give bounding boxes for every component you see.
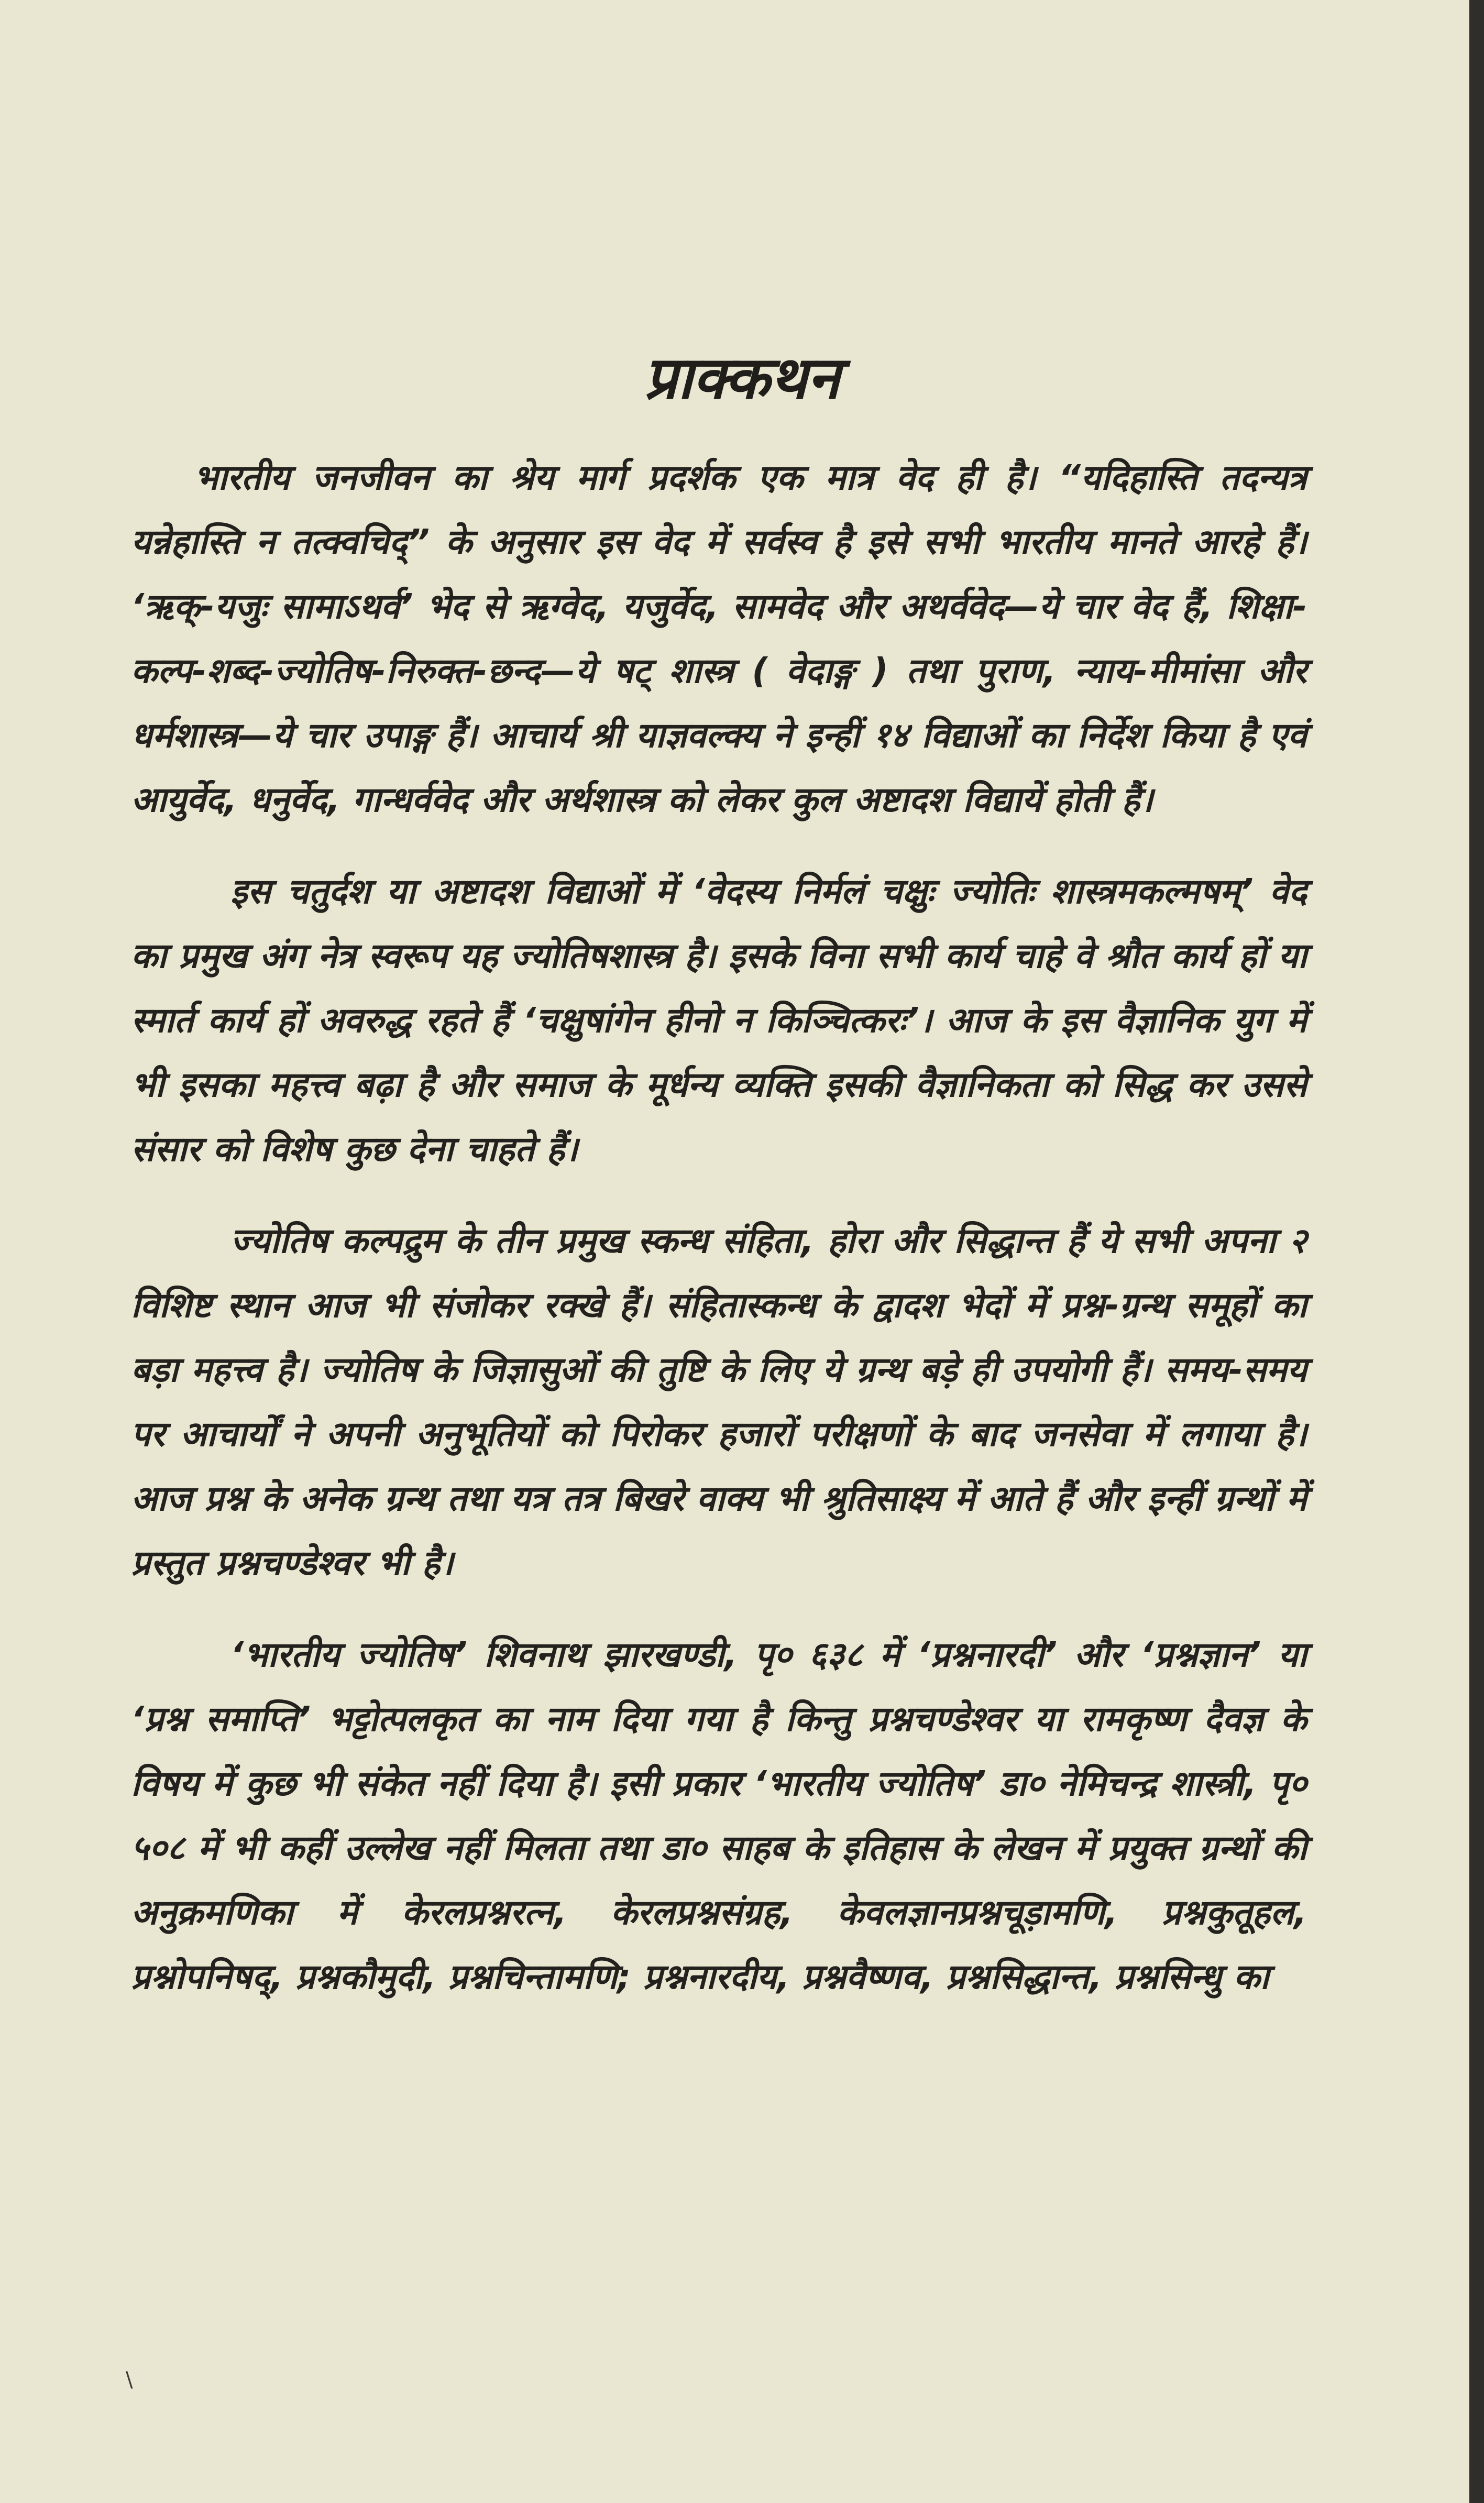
paragraph-1: भारतीय जनजीवन का श्रेय मार्ग प्रदर्शक एक मात्र वेद ही है। “यदिहास्ति तदन्यत्र यन्नेहास्ति न तत्क्वचिद्” के अनुसार इस वेद में सर्वस्व है इसे सभी भारतीय मानते आरहे हैं। ‘ऋक्-यजुः सामाऽथर्व’ भेद से ऋग्वेद, यजुर्वेद, सामवेद और अथर्ववेद—ये चार वेद हैं, शिक्षा-कल्प-शब्द-ज्योतिष-निरुक्त-छन्द—ये षट् शास्त्र ( वेदाङ्ग ) तथा पुराण, न्याय-मीमांसा और धर्मशास्त्र—ये चार उपाङ्ग हैं। आचार्य श्री याज्ञवल्क्य ने इन्हीं १४ विद्याओं का निर्देश किया है एवं आयुर्वेद, धनुर्वेद, गान्धर्ववेद और अर्थशास्त्र को लेकर कुल अष्टादश विद्यायें होती हैं। [131, 457, 1307, 820]
paragraph-2: इस चतुर्दश या अष्टादश विद्याओं में ‘वेदस्य निर्मलं चक्षुः ज्योतिः शास्त्रमकल्मषम्’ वेद का प्रमुख अंग नेत्र स्वरूप यह ज्योतिषशास्त्र है। इसके विना सभी कार्य चाहे वे श्रौत कार्य हों या स्मार्त कार्य हों अवरुद्ध रहते हैं ‘चक्षुषांगेन हीनो न किञ्चित्करः’। आज के इस वैज्ञानिक युग में भी इसका महत्त्व बढ़ा है और समाज के मूर्धन्य व्यक्ति इसकी वैज्ञानिकता को सिद्ध कर उससे संसार को विशेष कुछ देना चाहते हैं। [131, 871, 1307, 1169]
page-title: प्राक्कथन [644, 344, 840, 412]
corner-mark: \ [126, 2368, 133, 2392]
body-text [131, 445, 1307, 2036]
paragraph-4: ‘भारतीय ज्योतिष’ शिवनाथ झारखण्डी, पृ० ६३८ में ‘प्रश्ननारदी’ और ‘प्रश्नज्ञान’ या ‘प्रश्न समाप्ति’ भट्टोत्पलकृत का नाम दिया गया है किन्तु प्रश्नचण्डेश्वर या रामकृष्ण दैवज्ञ के विषय में कुछ भी संकेत नहीं दिया है। इसी प्रकार ‘भारतीय ज्योतिष’ डा० नेमिचन्द्र शास्त्री, पृ० ५०८ में भी कहीं उल्लेख नहीं मिलता तथा डा० साहब के इतिहास के लेखन में प्रयुक्त ग्रन्थों की अनुक्रमणिका में केरलप्रश्नरत्न, केरलप्रश्नसंग्रह, केवलज्ञानप्रश्नचूड़ामणि, प्रश्नकुतूहल, प्रश्नोपनिषद्, प्रश्नकौमुदी, प्रश्नचिन्तामणि; प्रश्ननारदीय, प्रश्नवैष्णव, प्रश्नसिद्धान्त, प्रश्नसिन्धु का [131, 1634, 1307, 1997]
paragraph-3: ज्योतिष कल्पद्रुम के तीन प्रमुख स्कन्ध संहिता, होरा और सिद्धान्त हैं ये सभी अपना २ विशिष्ट स्थान आज भी संजोकर रक्खे हैं। संहितास्कन्ध के द्वादश भेदों में प्रश्न-ग्रन्थ समूहों का बड़ा महत्त्व है। ज्योतिष के जिज्ञासुओं की तुष्टि के लिए ये ग्रन्थ बड़े ही उपयोगी हैं। समय-समय पर आचार्यों ने अपनी अनुभूतियों को पिरोकर हजारों परीक्षणों के बाद जनसेवा में लगाया है। आज प्रश्न के अनेक ग्रन्थ तथा यत्र तत्र बिखरे वाक्य भी श्रुतिसाक्ष्य में आते हैं और इन्हीं ग्रन्थों में प्रस्तुत प्रश्नचण्डेश्वर भी है। [131, 1221, 1307, 1583]
